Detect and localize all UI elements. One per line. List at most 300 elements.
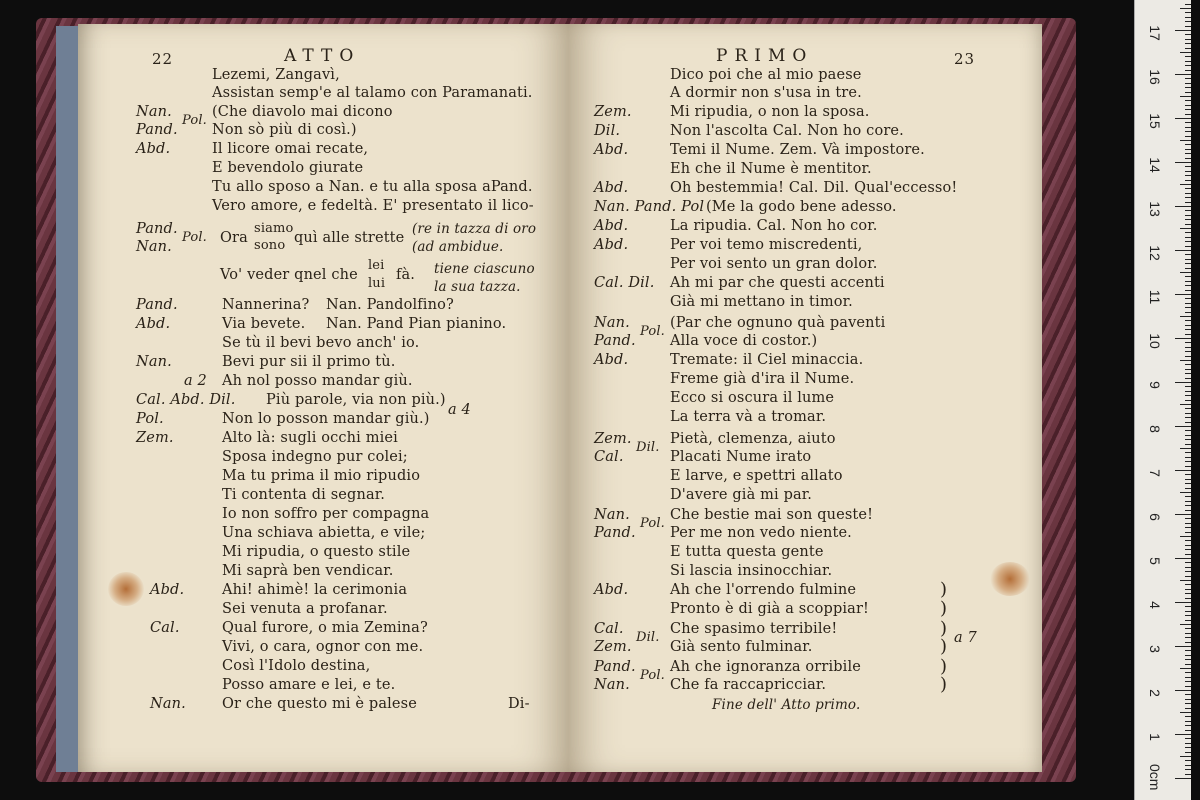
ruler-tick xyxy=(1185,474,1191,475)
ruler-tick xyxy=(1185,329,1191,330)
ruler-tick xyxy=(1185,606,1191,607)
ruler-tick xyxy=(1185,567,1191,568)
verse-line: Sposa indegno pur colei; xyxy=(222,449,408,465)
ruler-label: 14 xyxy=(1147,157,1163,173)
ruler-tick xyxy=(1185,593,1191,594)
verse-line: Freme già d'ira il Nume. xyxy=(670,371,855,387)
ruler-tick xyxy=(1185,219,1191,220)
ruler-tick xyxy=(1185,281,1191,282)
verse-line: Così l'Idolo destina, xyxy=(222,658,371,674)
ruler-tick xyxy=(1185,347,1191,348)
verse-line: Se tù il bevi bevo anch' io. xyxy=(222,335,420,351)
speaker: Pol. xyxy=(182,113,207,128)
ruler-tick xyxy=(1185,540,1191,541)
verse-line: La ripudia. Cal. Non ho cor. xyxy=(670,218,878,234)
speaker: Cal. xyxy=(594,621,624,637)
ruler-tick xyxy=(1185,17,1191,18)
ruler-tick xyxy=(1185,743,1191,744)
verse-line: D'avere già mi par. xyxy=(670,487,813,503)
ruler-tick xyxy=(1185,26,1191,27)
ruler-tick xyxy=(1185,100,1191,101)
speaker: Cal. xyxy=(594,449,624,465)
verse-line: Lezemi, Zangavì, xyxy=(212,67,340,83)
running-head: ATTO xyxy=(284,46,361,66)
ruler-tick xyxy=(1185,395,1191,396)
ruler-tick xyxy=(1185,694,1191,695)
ruler-tick xyxy=(1185,769,1191,770)
ruler-tick xyxy=(1185,408,1191,409)
ruler-tick xyxy=(1180,316,1191,317)
ruler-tick xyxy=(1185,193,1191,194)
ruler-tick xyxy=(1185,48,1191,49)
verse-line: Ah che ignoranza orribile xyxy=(670,659,861,675)
ruler-tick xyxy=(1185,686,1191,687)
ruler-tick xyxy=(1185,320,1191,321)
ruler-tick xyxy=(1185,127,1191,128)
ruler-tick xyxy=(1185,369,1191,370)
ruler-tick xyxy=(1185,166,1191,167)
ruler-tick xyxy=(1185,430,1191,431)
ruler-tick xyxy=(1185,263,1191,264)
ruler-tick xyxy=(1185,483,1191,484)
ruler-tick xyxy=(1185,259,1191,260)
ruler-tick xyxy=(1185,180,1191,181)
ruler-tick xyxy=(1185,628,1191,629)
speaker: Abd. xyxy=(150,582,185,598)
speaker: Abd. xyxy=(594,218,629,234)
ruler-label: 2 xyxy=(1147,689,1163,697)
ruler-tick xyxy=(1185,620,1191,621)
verse-line: fà. xyxy=(396,267,416,283)
verse-line: sono xyxy=(254,238,286,253)
ruler-tick xyxy=(1185,549,1191,550)
verse-line: Per voi sento un gran dolor. xyxy=(670,256,878,272)
ruler-tick xyxy=(1185,457,1191,458)
verse-line: Alla voce di costor.) xyxy=(670,333,818,349)
catchword: Di- xyxy=(508,696,530,712)
brace: ) xyxy=(940,618,948,639)
ruler-tick xyxy=(1180,360,1191,361)
ruler-label: 12 xyxy=(1147,245,1163,261)
ruler-tick xyxy=(1180,668,1191,669)
ruler-label: 9 xyxy=(1147,381,1163,389)
speaker: Cal. Abd. Dil. xyxy=(136,392,236,408)
ruler-tick xyxy=(1175,206,1191,207)
ruler-tick xyxy=(1185,237,1191,238)
ruler-tick xyxy=(1175,338,1191,339)
ruler-tick xyxy=(1180,756,1191,757)
speaker: Zem. xyxy=(594,639,632,655)
ruler-tick xyxy=(1185,131,1191,132)
verse-line: Mi saprà ben vendicar. xyxy=(222,563,394,579)
ruler-tick xyxy=(1185,400,1191,401)
ruler-tick xyxy=(1185,70,1191,71)
speaker: Zem. xyxy=(594,104,632,120)
ruler-tick xyxy=(1185,435,1191,436)
speaker: Nan. xyxy=(594,677,630,693)
stage-direction: la sua tazza. xyxy=(434,279,521,295)
speaker: Nan. xyxy=(136,239,172,255)
verse-line: Placati Nume irato xyxy=(670,449,812,465)
running-head: PRIMO xyxy=(716,46,814,66)
ruler-tick xyxy=(1185,584,1191,585)
verse-line: Per me non vedo niente. xyxy=(670,525,852,541)
ruler-tick xyxy=(1185,356,1191,357)
ruler-tick xyxy=(1185,171,1191,172)
ruler-label: 4 xyxy=(1147,601,1163,609)
ruler-tick xyxy=(1185,703,1191,704)
speaker: Pol. xyxy=(640,668,665,683)
ruler-tick xyxy=(1175,558,1191,559)
ruler-tick xyxy=(1180,404,1191,405)
speaker: Abd. xyxy=(594,582,629,598)
ruler-tick xyxy=(1185,224,1191,225)
verse-line: Non l'ascolta Cal. Non ho core. xyxy=(670,123,904,139)
ruler-tick xyxy=(1185,518,1191,519)
ruler-tick xyxy=(1185,752,1191,753)
speaker: Nan. xyxy=(136,104,172,120)
ruler-tick xyxy=(1185,109,1191,110)
speaker: Pol. xyxy=(640,516,665,531)
speaker: Nan. xyxy=(136,354,172,370)
ruler-tick xyxy=(1185,215,1191,216)
verse-line: E bevendolo giurate xyxy=(212,160,364,176)
ruler-tick xyxy=(1185,254,1191,255)
verse-line: Or che questo mi è palese xyxy=(222,696,417,712)
speaker: Pand. xyxy=(136,122,178,138)
ruler-tick xyxy=(1185,615,1191,616)
ruler-tick xyxy=(1175,30,1191,31)
verse-line: Ti contenta di segnar. xyxy=(222,487,385,503)
speaker: Cal. Dil. xyxy=(594,275,655,291)
speaker: Pol. xyxy=(640,324,665,339)
ruler-tick xyxy=(1180,580,1191,581)
verse-line: Vo' veder qnel che xyxy=(220,267,358,283)
ruler-tick xyxy=(1185,87,1191,88)
verse-line: Eh che il Nume è mentitor. xyxy=(670,161,872,177)
ruler-tick xyxy=(1185,444,1191,445)
ruler-tick xyxy=(1185,576,1191,577)
ruler-tick xyxy=(1180,228,1191,229)
speaker: Dil. xyxy=(636,630,660,645)
verse-line: Si lascia insinocchiar. xyxy=(670,563,833,579)
ruler-tick xyxy=(1185,364,1191,365)
ruler-tick xyxy=(1185,246,1191,247)
verse-line: Nannerina? xyxy=(222,297,310,313)
foxing-stain xyxy=(108,572,144,606)
verse-line: Pronto è di già a scoppiar! xyxy=(670,601,870,617)
ruler-tick xyxy=(1185,136,1191,137)
stage-direction: (re in tazza di oro xyxy=(412,221,537,237)
ruler-tick xyxy=(1185,571,1191,572)
ruler-tick xyxy=(1175,690,1191,691)
ruler-tick xyxy=(1185,716,1191,717)
ruler-tick xyxy=(1180,52,1191,53)
verse-line: Che bestie mai son queste! xyxy=(670,507,874,523)
ruler-tick xyxy=(1185,232,1191,233)
ruler-label: 5 xyxy=(1147,557,1163,565)
ruler-tick xyxy=(1185,505,1191,506)
verse-line: Posso amare e lei, e te. xyxy=(222,677,396,693)
ruler-tick xyxy=(1185,43,1191,44)
ruler-tick xyxy=(1175,602,1191,603)
ruler-tick xyxy=(1185,386,1191,387)
ruler-tick xyxy=(1175,162,1191,163)
ruler-tick xyxy=(1185,144,1191,145)
speaker: Abd. xyxy=(594,180,629,196)
ruler-tick xyxy=(1185,650,1191,651)
speaker: Cal. xyxy=(150,620,180,636)
ruler-tick xyxy=(1185,373,1191,374)
ruler-tick xyxy=(1185,452,1191,453)
verse-line: Via bevete. xyxy=(222,316,306,332)
ruler-tick xyxy=(1185,4,1191,5)
ruler-tick xyxy=(1185,527,1191,528)
brace: ) xyxy=(940,579,948,600)
brace: ) xyxy=(940,636,948,657)
ruler-tick xyxy=(1185,56,1191,57)
verse-line: Tu allo sposo a Nan. e tu alla sposa aPand. xyxy=(212,179,533,195)
ruler-tick xyxy=(1185,488,1191,489)
ruler-tick xyxy=(1185,351,1191,352)
stage-direction: (ad ambidue. xyxy=(412,239,504,255)
speaker: Nan. Pand. Pol xyxy=(594,199,705,215)
verse-line: Pietà, clemenza, aiuto xyxy=(670,431,836,447)
speaker: Abd. xyxy=(594,352,629,368)
verse-line: Oh bestemmia! Cal. Dil. Qual'eccesso! xyxy=(670,180,958,196)
foxing-stain xyxy=(990,562,1030,596)
speaker: Nan. xyxy=(594,507,630,523)
speaker: Dil. xyxy=(594,123,621,139)
ruler-label: 10 xyxy=(1147,333,1163,349)
ruler-tick xyxy=(1180,8,1191,9)
ruler-tick xyxy=(1180,96,1191,97)
verse-line: Non sò più di così.) xyxy=(212,122,357,138)
verse-line: Ah che l'orrendo fulmine xyxy=(670,582,857,598)
ruler-tick xyxy=(1185,175,1191,176)
verse-line: Sei venuta a profanar. xyxy=(222,601,388,617)
page-number: 23 xyxy=(954,50,976,68)
verse-line: (Par che ognuno quà paventi xyxy=(670,315,886,331)
ruler-tick xyxy=(1175,426,1191,427)
ruler-tick xyxy=(1185,290,1191,291)
speaker: Dil. xyxy=(636,440,660,455)
ruler-tick xyxy=(1185,334,1191,335)
speaker: Pand. xyxy=(594,525,636,541)
ruler-tick xyxy=(1185,188,1191,189)
speaker: Pand. xyxy=(594,333,636,349)
ruler-tick xyxy=(1185,532,1191,533)
ruler-tick xyxy=(1185,39,1191,40)
ruler-tick xyxy=(1185,413,1191,414)
verse-line: E tutta questa gente xyxy=(670,544,824,560)
verse-line: Alto là: sugli occhi miei xyxy=(222,430,398,446)
verse-line: Già mi mettano in timor. xyxy=(670,294,853,310)
speaker: Abd. xyxy=(136,141,171,157)
verse-line: Bevi pur sii il primo tù. xyxy=(222,354,396,370)
ruler-tick xyxy=(1175,734,1191,735)
speaker: Pand. xyxy=(136,221,178,237)
ruler-tick xyxy=(1175,250,1191,251)
verse-line: Nan. Pandolfino? xyxy=(326,297,454,313)
page-number: 22 xyxy=(152,50,174,68)
verse-line: (Me la godo bene adesso. xyxy=(706,199,897,215)
ruler-tick xyxy=(1185,417,1191,418)
verse-line: Temi il Nume. Zem. Và impostore. xyxy=(670,142,925,158)
ruler-tick xyxy=(1185,738,1191,739)
verse-line: Che spasimo terribile! xyxy=(670,621,838,637)
speaker: Pand. xyxy=(594,659,636,675)
ensemble-marker: a 4 xyxy=(448,402,471,418)
verse-line: Il licore omai recate, xyxy=(212,141,369,157)
speaker: Pand. xyxy=(136,297,178,313)
ruler-tick xyxy=(1185,391,1191,392)
ruler-label: 8 xyxy=(1147,425,1163,433)
ruler-tick xyxy=(1175,470,1191,471)
verse-line: Tremate: il Ciel minaccia. xyxy=(670,352,864,368)
ruler-label: 17 xyxy=(1147,25,1163,41)
verse-line: Qual furore, o mia Zemina? xyxy=(222,620,428,636)
ruler-tick xyxy=(1185,554,1191,555)
ruler-tick xyxy=(1185,523,1191,524)
ruler-tick xyxy=(1185,83,1191,84)
verse-line: Io non soffro per compagna xyxy=(222,506,430,522)
verse-line: Ah nol posso mandar giù. xyxy=(222,373,413,389)
ruler-tick xyxy=(1175,514,1191,515)
ruler-tick xyxy=(1175,382,1191,383)
scale-ruler xyxy=(1134,0,1191,800)
ruler-tick xyxy=(1180,492,1191,493)
stage-direction: tiene ciascuno xyxy=(434,261,535,277)
ruler-tick xyxy=(1185,589,1191,590)
ruler-tick xyxy=(1185,747,1191,748)
ruler-tick xyxy=(1180,536,1191,537)
verse-line: (Che diavolo mai dicono xyxy=(212,104,393,120)
speaker: Pol. xyxy=(182,230,207,245)
ruler-tick xyxy=(1185,659,1191,660)
ruler-tick xyxy=(1185,158,1191,159)
ruler-tick xyxy=(1180,624,1191,625)
ruler-tick xyxy=(1185,21,1191,22)
ruler-tick xyxy=(1185,268,1191,269)
ruler-tick xyxy=(1185,496,1191,497)
brace: ) xyxy=(940,598,948,619)
right-page xyxy=(568,24,1042,772)
verse-line: Ora xyxy=(220,230,248,246)
ruler-tick xyxy=(1185,92,1191,93)
verse-line: Vivi, o cara, ognor con me. xyxy=(222,639,424,655)
ruler-tick xyxy=(1185,303,1191,304)
ruler-tick xyxy=(1185,677,1191,678)
verse-line: La terra và a tromar. xyxy=(670,409,827,425)
ruler-tick xyxy=(1185,422,1191,423)
verse-line: Ahi! ahimè! la cerimonia xyxy=(222,582,408,598)
ruler-tick xyxy=(1185,760,1191,761)
ruler-tick xyxy=(1175,646,1191,647)
verse-line: lei xyxy=(368,258,385,273)
ruler-label: 1 xyxy=(1147,733,1163,741)
ruler-tick xyxy=(1185,325,1191,326)
ruler-tick xyxy=(1185,78,1191,79)
ruler-tick xyxy=(1185,307,1191,308)
ruler-tick xyxy=(1185,501,1191,502)
verse-line: Vero amore, e fedeltà. E' presentato il lico- xyxy=(212,198,534,214)
ruler-tick xyxy=(1185,285,1191,286)
verse-line: Ma tu prima il mio ripudio xyxy=(222,468,421,484)
ruler-tick xyxy=(1185,149,1191,150)
verse-line: Nan. Pand Pian pianino. xyxy=(326,316,507,332)
ruler-tick xyxy=(1185,12,1191,13)
ruler-tick xyxy=(1185,637,1191,638)
speaker: Pol. xyxy=(136,411,164,427)
verse-line: Che fa raccapricciar. xyxy=(670,677,827,693)
ruler-tick xyxy=(1185,312,1191,313)
ruler-tick xyxy=(1185,65,1191,66)
verse-line: Dico poi che al mio paese xyxy=(670,67,862,83)
ruler-label: 15 xyxy=(1147,113,1163,129)
ruler-tick xyxy=(1185,342,1191,343)
ruler-tick xyxy=(1185,633,1191,634)
ruler-tick xyxy=(1180,140,1191,141)
ruler-label: 16 xyxy=(1147,69,1163,85)
ruler-tick xyxy=(1175,294,1191,295)
verse-line: Assistan semp'e al talamo con Paramanati. xyxy=(212,85,533,101)
ruler-tick xyxy=(1185,681,1191,682)
ruler-tick xyxy=(1185,655,1191,656)
ruler-tick xyxy=(1185,730,1191,731)
verse-line: quì alle strette xyxy=(294,230,405,246)
verse-line: Per voi temo miscredenti, xyxy=(670,237,863,253)
verse-line: Una schiava abietta, e vile; xyxy=(222,525,426,541)
ruler-tick xyxy=(1185,774,1191,775)
verse-line: siamo xyxy=(254,221,294,236)
brace: ) xyxy=(940,656,948,677)
ruler-tick xyxy=(1185,61,1191,62)
ruler-label: 0cm xyxy=(1147,764,1163,791)
speaker: Zem. xyxy=(136,430,174,446)
verse-line: Non lo posson mandar giù.) xyxy=(222,411,430,427)
ruler-tick xyxy=(1185,721,1191,722)
verse-line: Mi ripudia, o questo stile xyxy=(222,544,411,560)
ruler-tick xyxy=(1185,105,1191,106)
ruler-tick xyxy=(1185,210,1191,211)
ruler-tick xyxy=(1185,545,1191,546)
ruler-tick xyxy=(1185,708,1191,709)
verse-line: Già sento fulminar. xyxy=(670,639,813,655)
verse-line: E larve, e spettri allato xyxy=(670,468,843,484)
ruler-tick xyxy=(1185,461,1191,462)
ruler-tick xyxy=(1185,699,1191,700)
speaker: Abd. xyxy=(594,142,629,158)
ruler-tick xyxy=(1185,241,1191,242)
ruler-tick xyxy=(1180,272,1191,273)
left-page xyxy=(78,24,568,772)
ruler-tick xyxy=(1185,122,1191,123)
verse-line: Mi ripudia, o non la sposa. xyxy=(670,104,870,120)
ruler-tick xyxy=(1185,34,1191,35)
ruler-label: 11 xyxy=(1147,289,1163,305)
ruler-tick xyxy=(1185,598,1191,599)
verse-line: A dormir non s'usa in tre. xyxy=(670,85,862,101)
ruler-tick xyxy=(1185,298,1191,299)
ruler-tick xyxy=(1185,611,1191,612)
ruler-tick xyxy=(1185,439,1191,440)
speaker: Nan. xyxy=(150,696,186,712)
ensemble-marker: a 7 xyxy=(954,630,977,646)
ruler-label: 13 xyxy=(1147,201,1163,217)
ruler-tick xyxy=(1185,197,1191,198)
ruler-tick xyxy=(1175,118,1191,119)
